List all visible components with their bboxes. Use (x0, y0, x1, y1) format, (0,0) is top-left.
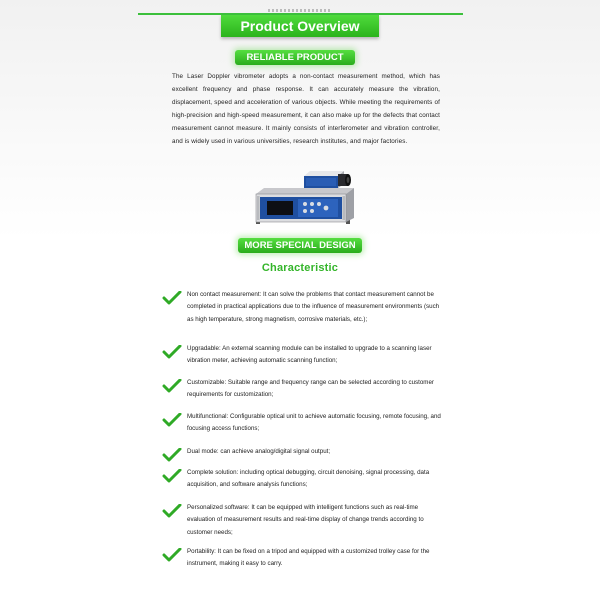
feature-text: Complete solution: including optical debugging, circuit denoising, signal processing, data acquisition, and software analysis functions; (187, 469, 430, 489)
feature-text: Customizable: Suitable range and frequency range can be selected according to customer requirements for customization; (187, 379, 434, 399)
header-dots (268, 9, 332, 12)
characteristic-heading: Characteristic (261, 262, 339, 274)
feature-text: Dual mode: can achieve analog/digital signal output; (187, 448, 331, 455)
more-special-design-label: MORE SPECIAL DESIGN (238, 238, 362, 253)
check-icon (162, 469, 182, 483)
check-icon (162, 548, 182, 562)
reliable-product-label: RELIABLE PRODUCT (235, 50, 355, 65)
vibrometer-device-image (250, 160, 360, 230)
feature-text: Non contact measurement: It can solve the problems that contact measurement cannot be completed in practical applications due to the influence of measurement environments (such as high temperature, strong magnetism, corrosive materials, etc.); (187, 291, 440, 323)
feature-text: Upgradable: An external scanning module can be installed to upgrade to a scanning laser vibration meter, achieving automatic scanning function; (187, 345, 432, 365)
intro-paragraph: The Laser Doppler vibrometer adopts a non-contact measurement method, which has excellent frequency and phase response. It can accurately measure the vibration, displacement, speed and acceleration of various objects. While meeting the requirements of high-precision and high-speed measurement, it can also make up for the defects that contact measurement cannot measure. It mainly consists of interferometer and vibration controller, and is widely used in various universities, research institutes, and major factories. (172, 73, 440, 145)
feature-text: Personalized software: It can be equipped with intelligent functions such as real-time evaluation of measurement results and real-time display of change trends according to customer needs; (187, 504, 424, 536)
check-icon (162, 504, 182, 518)
check-icon (162, 291, 182, 305)
feature-text: Portability: It can be fixed on a tripod and equipped with a customized trolley case for the instrument, making it easy to carry. (187, 548, 430, 568)
check-icon (162, 379, 182, 393)
check-icon (162, 345, 182, 359)
page-title: Product Overview (221, 15, 379, 37)
check-icon (162, 413, 182, 427)
feature-text: Multifunctional: Configurable optical unit to achieve automatic focusing, remote focusing, and focusing access functions; (187, 413, 441, 433)
check-icon (162, 448, 182, 462)
